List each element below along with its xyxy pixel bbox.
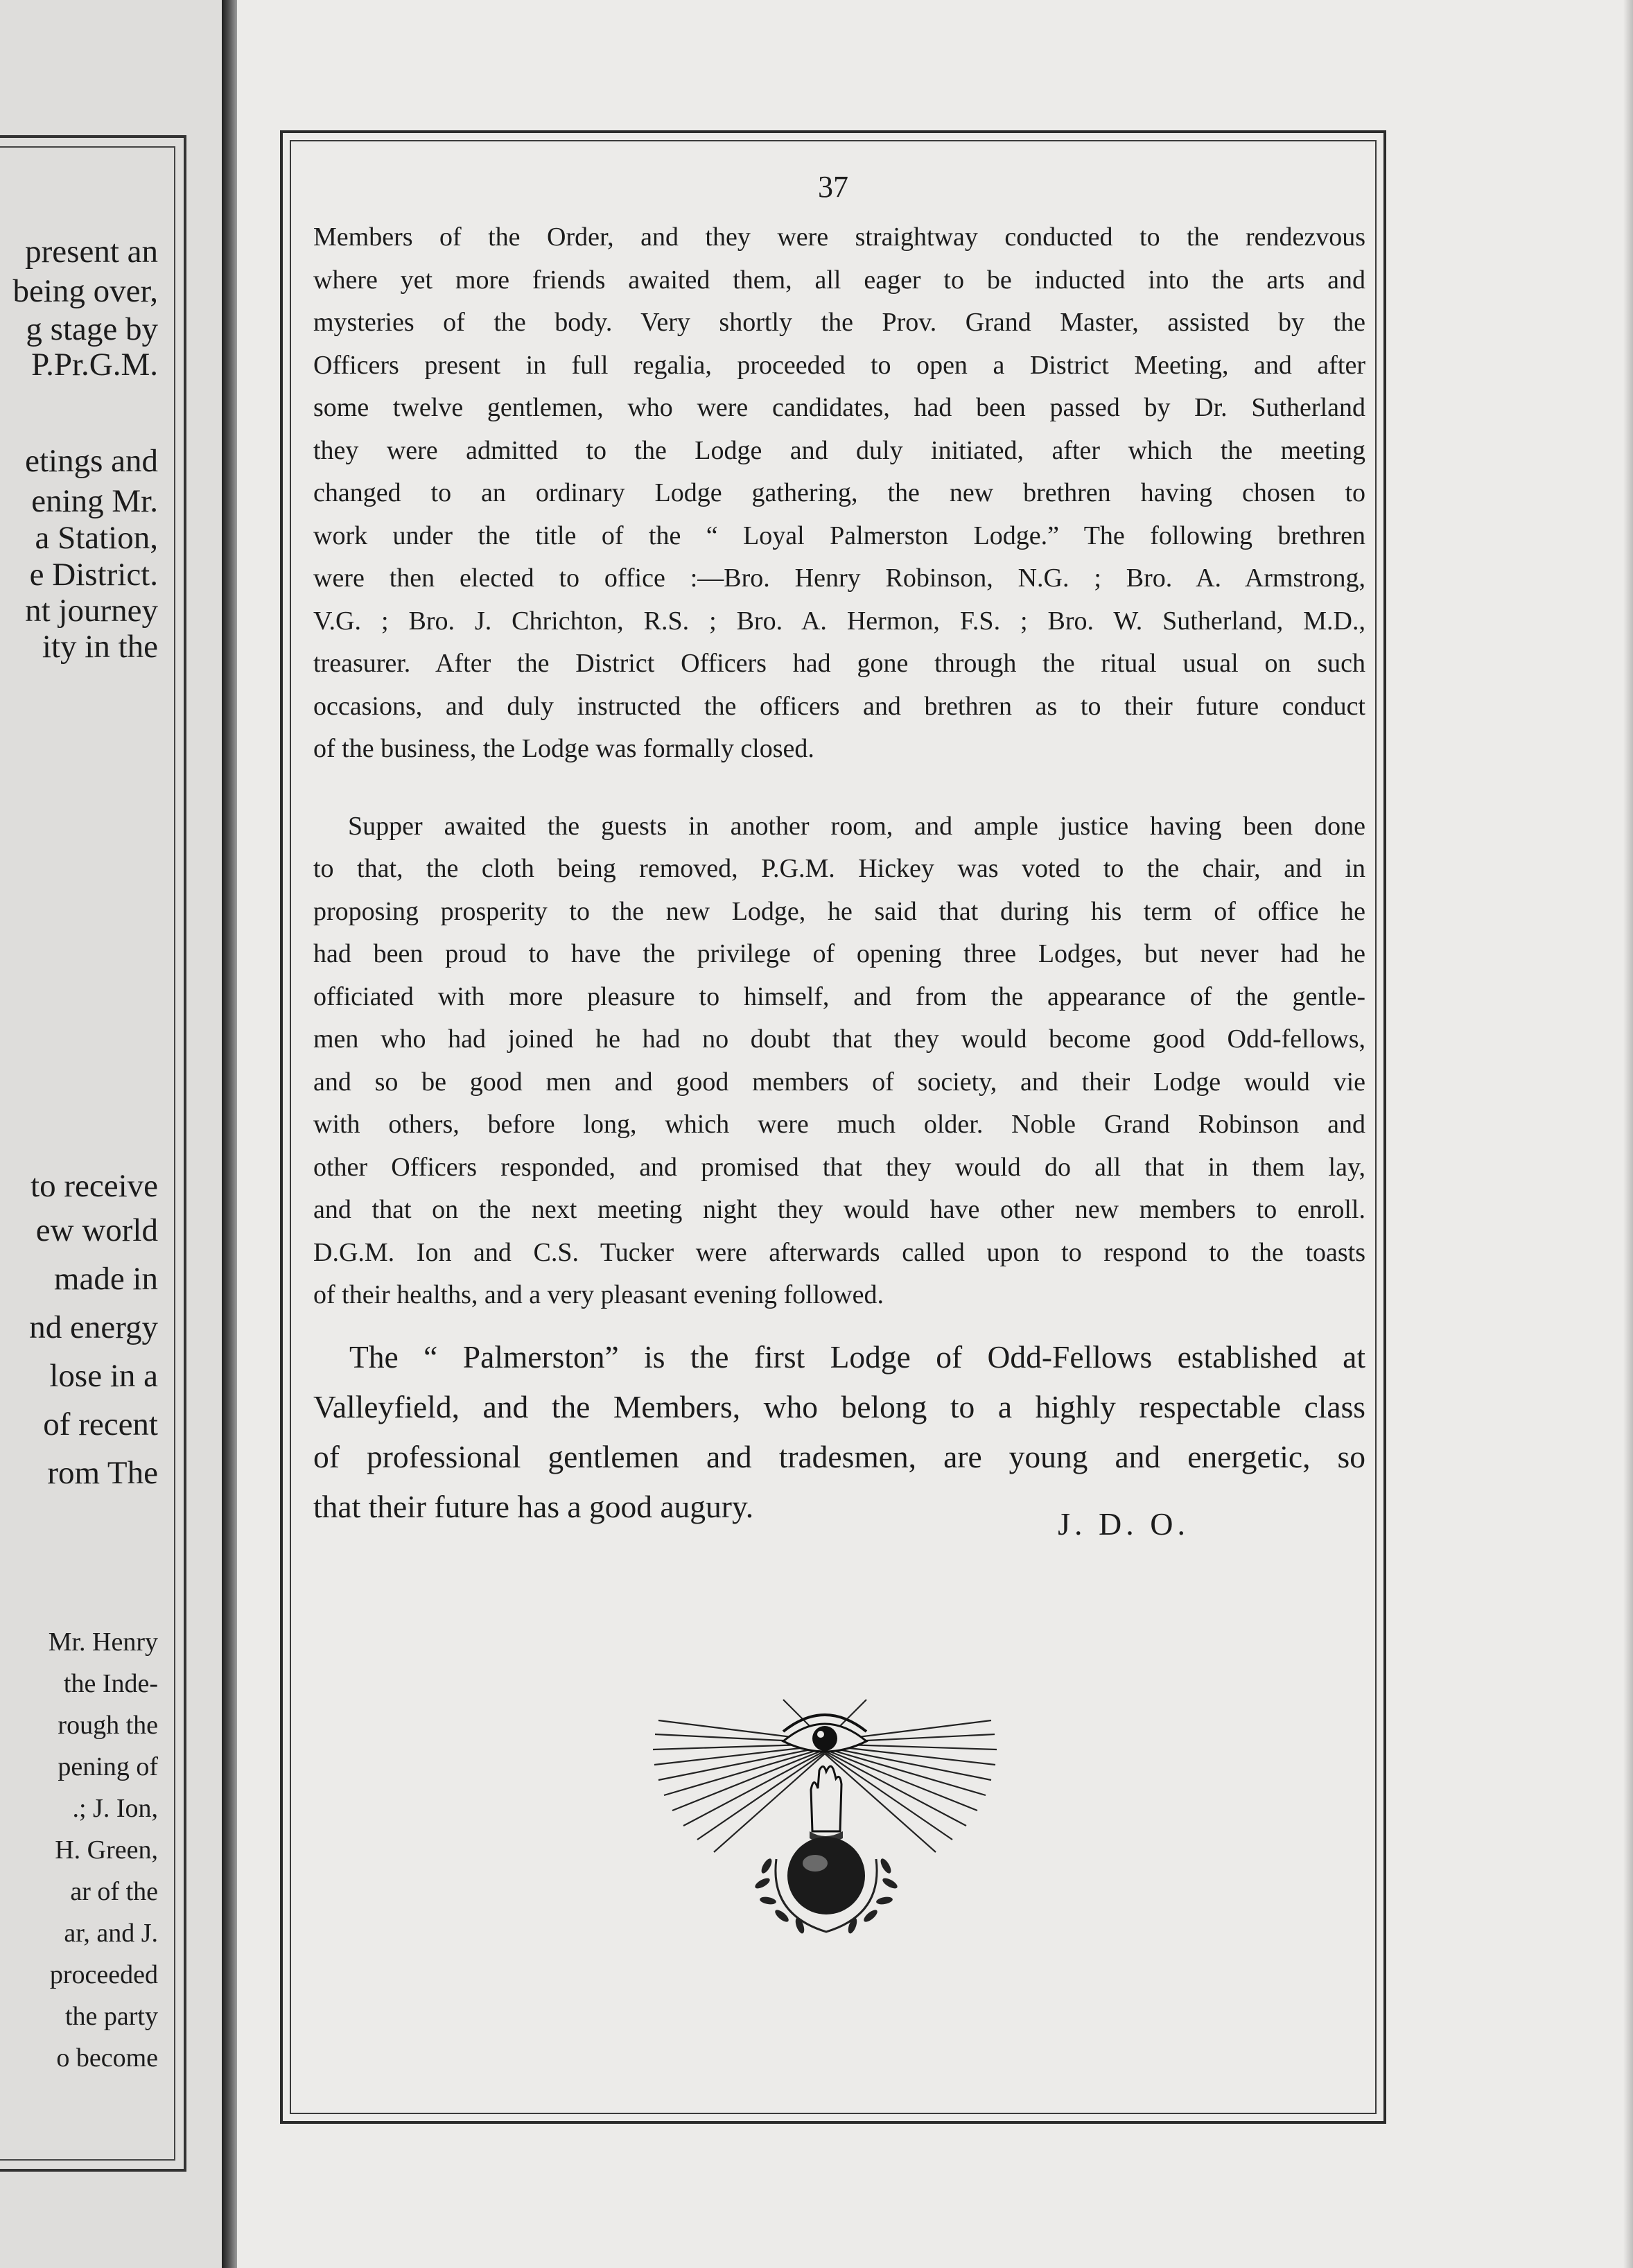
text-line: proposing prosperity to the new Lodge, he said that during his term of office he: [313, 896, 1365, 926]
previous-page-line: ar of the: [70, 1877, 158, 1906]
text-line: other Officers responded, and promised that they would do all that in them lay,: [313, 1152, 1365, 1182]
previous-page-fragment: [0, 0, 222, 2268]
previous-page-line: lose in a: [49, 1358, 158, 1394]
text-line: work under the title of the “ Loyal Palmerston Lodge.” The following brethren: [313, 521, 1365, 550]
previous-page-line: present an: [25, 234, 158, 270]
text-line: men who had joined he had no doubt that they would become good Odd-fellows,: [313, 1024, 1365, 1054]
text-line: V.G. ; Bro. J. Chrichton, R.S. ; Bro. A. Hermon, F.S. ; Bro. W. Sutherland, M.D.,: [313, 606, 1365, 636]
paragraph-lodge-meeting: [313, 216, 1365, 771]
previous-page-line: etings and: [25, 443, 158, 479]
text-line: of professional gentlemen and tradesmen, are young and energetic, so: [313, 1438, 1365, 1474]
previous-page-line: being over,: [12, 273, 158, 309]
text-line: and that on the next meeting night they would have other new members to enroll.: [313, 1195, 1365, 1224]
book-gutter: [222, 0, 237, 2268]
paragraph-supper: [313, 805, 1365, 1317]
page: [237, 0, 1633, 2268]
text-line: Supper awaited the guests in another room, and ample justice having been done: [348, 811, 1365, 841]
previous-page-line: P.Pr.G.M.: [31, 347, 158, 383]
previous-page-line: o become: [56, 2043, 158, 2073]
text-line: D.G.M. Ion and C.S. Tucker were afterwards called upon to respond to the toasts: [313, 1237, 1365, 1267]
text-line: Valleyfield, and the Members, who belong to a highly respectable class: [313, 1388, 1365, 1424]
page-number: 37: [818, 170, 848, 204]
text-line: of their healths, and a very pleasant evening followed.: [313, 1280, 884, 1309]
previous-page-line: Mr. Henry: [48, 1628, 158, 1657]
text-line: and so be good men and good members of society, and their Lodge would vie: [313, 1067, 1365, 1097]
text-line: officiated with more pleasure to himself, and from the appearance of the gentle-: [313, 982, 1365, 1011]
text-line: Officers present in full regalia, proceeded to open a District Meeting, and after: [313, 350, 1365, 380]
article-body: [313, 216, 1365, 1532]
text-line: occasions, and duly instructed the officers and brethren as to their future conduct: [313, 691, 1365, 721]
text-line: The “ Palmerston” is the first Lodge of Odd-Fellows established at: [349, 1338, 1365, 1375]
previous-page-line: ew world: [35, 1212, 158, 1248]
text-line: some twelve gentlemen, who were candidates, had been passed by Dr. Sutherland: [313, 393, 1365, 422]
text-line: mysteries of the body. Very shortly the Prov. Grand Master, assisted by the: [313, 308, 1365, 337]
text-line: were then elected to office :—Bro. Henry Robinson, N.G. ; Bro. A. Armstrong,: [313, 564, 1365, 593]
page-edge: [1623, 0, 1633, 2268]
text-line: with others, before long, which were much older. Noble Grand Robinson and: [313, 1110, 1365, 1139]
previous-page-line: .; J. Ion,: [72, 1794, 158, 1823]
text-line: where yet more friends awaited them, all eager to be inducted into the arts and: [313, 265, 1365, 295]
previous-page-line: e District.: [29, 557, 158, 593]
text-line: Members of the Order, and they were straightway conducted to the rendezvous: [313, 223, 1365, 252]
text-line: they were admitted to the Lodge and duly initiated, after which the meeting: [313, 435, 1365, 465]
previous-page-line: ar, and J.: [64, 1919, 158, 1948]
previous-page-line: the party: [64, 2002, 158, 2031]
previous-page-line: the Inde-: [63, 1669, 158, 1698]
text-line: to that, the cloth being removed, P.G.M. Hickey was voted to the chair, and in: [313, 854, 1365, 883]
previous-page-line: H. Green,: [55, 1835, 158, 1865]
previous-page-line: pening of: [58, 1752, 158, 1781]
paragraph-palmerston: [313, 1332, 1365, 1532]
previous-page-line: made in: [53, 1261, 158, 1297]
text-line: that their future has a good augury.: [313, 1488, 754, 1524]
previous-page-line: nd energy: [29, 1309, 158, 1345]
previous-page-line: a Station,: [35, 520, 158, 556]
text-line: of the business, the Lodge was formally closed.: [313, 734, 814, 763]
author-signature: J. D. O.: [1058, 1506, 1189, 1542]
previous-page-line: nt journey: [25, 593, 158, 629]
page-border-frame: [280, 130, 1386, 2124]
previous-page-line: rough the: [58, 1711, 158, 1740]
previous-page-line: to receive: [30, 1168, 158, 1204]
previous-page-line: rom The: [47, 1455, 158, 1491]
all-seeing-eye-emblem-icon: [645, 1693, 1005, 1942]
previous-page-line: of recent: [43, 1406, 158, 1442]
previous-page-line: ity in the: [42, 629, 158, 665]
text-line: changed to an ordinary Lodge gathering, the new brethren having chosen to: [313, 478, 1365, 507]
previous-page-line: ening Mr.: [31, 483, 158, 519]
previous-page-line: proceeded: [49, 1960, 158, 1989]
previous-page-line: g stage by: [26, 311, 158, 347]
text-line: treasurer. After the District Officers had gone through the ritual usual on such: [313, 649, 1365, 678]
text-line: had been proud to have the privilege of opening three Lodges, but never had he: [313, 939, 1365, 968]
previous-page-border: [0, 135, 186, 2172]
